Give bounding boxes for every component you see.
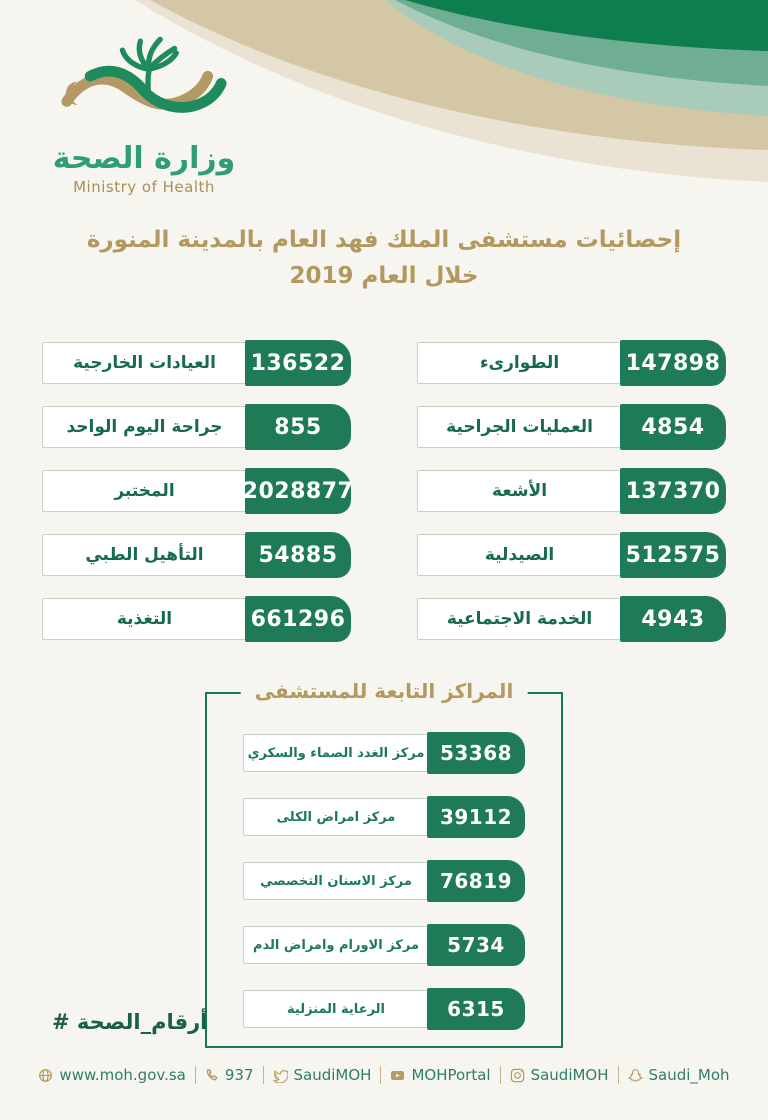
globe-icon (38, 1068, 53, 1083)
center-value-badge (427, 860, 525, 902)
center-row-home-care (243, 988, 525, 1030)
stat-label (417, 470, 622, 512)
stat-label (42, 406, 247, 448)
stat-row-nutrition (42, 596, 351, 642)
stat-row-social-service (417, 596, 726, 642)
center-label-text: مركز امراض الكلى (276, 809, 396, 825)
center-label (243, 734, 429, 772)
stat-value-text: 4943 (641, 606, 705, 632)
stat-label (42, 342, 247, 384)
youtube-icon (390, 1068, 405, 1083)
stat-label (42, 534, 247, 576)
ministry-logo-block (46, 26, 242, 196)
center-value-text: 5734 (447, 933, 505, 957)
stat-value-badge (245, 532, 351, 578)
health-numbers-hashtag: # أرقام_الصحة (52, 1010, 208, 1034)
hospital-statistics-grid (42, 340, 726, 642)
stat-label-text: الخدمة الاجتماعية (446, 609, 593, 629)
stat-value-text: 2028877 (242, 478, 354, 504)
stat-value-text: 137370 (625, 478, 721, 504)
affiliated-centers-section (205, 679, 563, 1048)
footer-website-text: www.moh.gov.sa (59, 1066, 186, 1084)
center-row-kidney-diseases (243, 796, 525, 838)
center-value-text: 76819 (439, 869, 513, 893)
center-label-text: مركز الغدد الصماء والسكري (247, 745, 425, 761)
logo-title-english: Ministry of Health (73, 178, 215, 196)
stat-value-badge (620, 340, 726, 386)
snapchat-icon (628, 1068, 643, 1083)
center-label (243, 926, 429, 964)
stat-value-badge (245, 596, 351, 642)
stat-label-text: المختبر (114, 481, 175, 501)
stat-label-text: التغذية (116, 609, 173, 629)
footer-phone-text: 937 (224, 1066, 254, 1084)
stat-value-text: 147898 (625, 350, 721, 376)
center-value-badge (427, 732, 525, 774)
page-title-line2: خلال العام 2019 (289, 263, 479, 289)
footer-twitter (264, 1066, 382, 1084)
affiliated-centers-title: المراكز التابعة للمستشفى (241, 679, 528, 703)
stat-value-badge (245, 340, 351, 386)
stat-label (417, 342, 622, 384)
stat-label (42, 598, 247, 640)
center-value-text: 6315 (447, 997, 505, 1021)
page-title-line1: إحصائيات مستشفى الملك فهد العام بالمدينة المنورة (86, 227, 682, 253)
affiliated-centers-rows (207, 694, 561, 1030)
stat-value-text: 512575 (625, 542, 721, 568)
stat-row-one-day-surgery (42, 404, 351, 450)
footer-phone (196, 1066, 264, 1084)
stat-value-badge (620, 596, 726, 642)
stat-value-text: 4854 (641, 414, 705, 440)
stat-row-medical-rehabilitation (42, 532, 351, 578)
stat-value-badge (242, 468, 354, 514)
stat-value-text: 661296 (250, 606, 346, 632)
stat-value-text: 136522 (250, 350, 346, 376)
stat-value-text: 54885 (258, 542, 338, 568)
center-row-endocrine-diabetes (243, 732, 525, 774)
stat-label-text: العمليات الجراحية (446, 417, 593, 437)
footer-snapchat-text: Saudi_Moh (648, 1066, 730, 1084)
center-value-text: 53368 (439, 741, 513, 765)
stat-value-badge (620, 404, 726, 450)
instagram-icon (510, 1068, 525, 1083)
twitter-icon (273, 1068, 288, 1083)
phone-icon (205, 1068, 219, 1082)
stat-label-text: الطوارىء (479, 353, 560, 373)
stat-row-emergency (417, 340, 726, 386)
stat-value-badge (245, 404, 351, 450)
center-value-badge (427, 796, 525, 838)
center-value-badge (427, 988, 525, 1030)
footer-instagram (501, 1066, 619, 1084)
footer-snapchat (619, 1066, 739, 1084)
stat-label (417, 534, 622, 576)
logo-title-arabic: وزارة الصحة (52, 141, 236, 176)
center-value-badge (427, 924, 525, 966)
center-label (243, 798, 429, 836)
center-label (243, 990, 429, 1028)
stat-row-pharmacy (417, 532, 726, 578)
stat-value-text: 855 (274, 414, 322, 440)
center-row-specialized-dental (243, 860, 525, 902)
stat-row-outpatient-clinics (42, 340, 351, 386)
stat-value-badge (620, 468, 726, 514)
footer-twitter-text: SaudiMOH (293, 1066, 372, 1084)
center-label-text: مركز الاسنان التخصصي (260, 873, 412, 889)
stat-label (417, 406, 622, 448)
center-label-text: مركز الاورام وامراض الدم (252, 937, 420, 953)
ministry-of-health-logo-icon (54, 26, 234, 140)
stat-row-laboratory (42, 468, 354, 514)
stat-label-text: الأشعة (491, 481, 548, 501)
stat-label-text: التأهيل الطبي (85, 545, 204, 565)
footer-youtube (381, 1066, 500, 1084)
stat-label-text: جراحة اليوم الواحد (66, 417, 223, 437)
stat-label (417, 598, 622, 640)
stat-label-text: العيادات الخارجية (73, 353, 216, 373)
stat-label (42, 470, 247, 512)
center-row-oncology-hematology (243, 924, 525, 966)
stat-row-surgical-operations (417, 404, 726, 450)
stat-row-radiology (417, 468, 726, 514)
stat-label-text: الصيدلية (484, 545, 555, 565)
center-value-text: 39112 (439, 805, 513, 829)
footer-contact-bar (0, 1066, 768, 1084)
footer-instagram-text: SaudiMOH (530, 1066, 609, 1084)
footer-website (29, 1066, 195, 1084)
footer-youtube-text: MOHPortal (411, 1066, 491, 1084)
center-label (243, 862, 429, 900)
page-title (0, 222, 768, 294)
stat-value-badge (620, 532, 726, 578)
center-label-text: الرعاية المنزلية (287, 1001, 385, 1017)
